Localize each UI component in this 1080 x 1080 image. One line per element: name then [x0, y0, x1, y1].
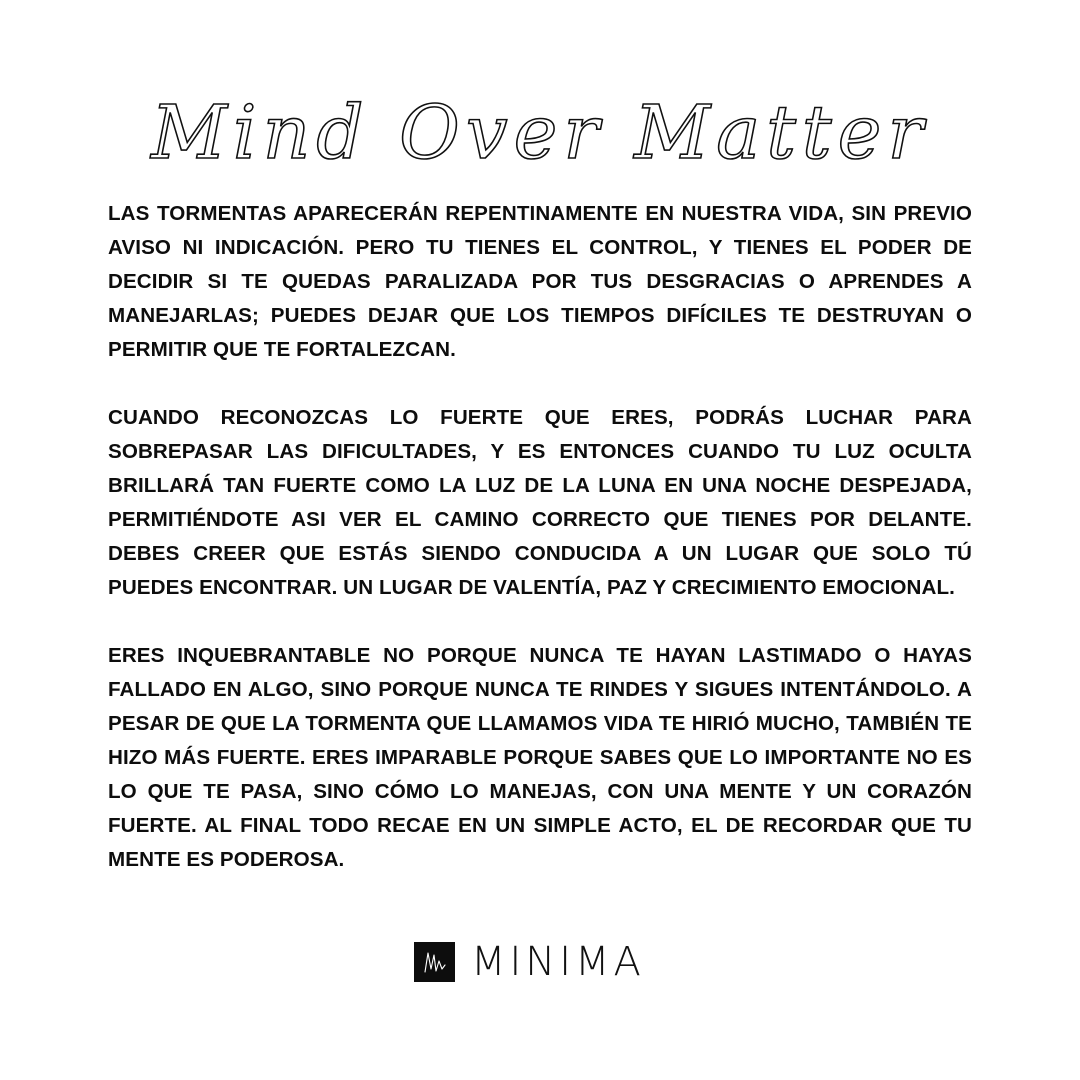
minima-m-logo-icon: [414, 942, 455, 982]
title-text: Mind Over Matter: [151, 90, 929, 176]
script-title: [0, 78, 1080, 188]
paragraph-3: ERES INQUEBRANTABLE NO PORQUE NUNCA TE HAYAN LASTIMADO O HAYAS FALLADO EN ALGO, SINO PORQUE NUNCA TE RINDES Y SIGUES INTENTÁNDOLO. A PESAR DE QUE LA TORMENTA QUE LLAMAMOS VIDA TE HIRIÓ MUCHO, TAMBIÉN TE HIZO MÁS FUERTE. ERES IMPARABLE PORQUE SABES QUE LO IMPORTANTE NO ES LO QUE TE PASA, SINO CÓMO LO MANEJAS, CON UNA MENTE Y UN CORAZÓN FUERTE. AL FINAL TODO RECAE EN UN SIMPLE ACTO, EL DE RECORDAR QUE TU MENTE ES PODEROSA.: [108, 644, 972, 871]
paragraph-2: CUANDO RECONOZCAS LO FUERTE QUE ERES, PODRÁS LUCHAR PARA SOBREPASAR LAS DIFICULTADES, Y ES ENTONCES CUANDO TU LUZ OCULTA BRILLARÁ TAN FUERTE COMO LA LUZ DE LA LUNA EN UNA NOCHE DESPEJADA, PERMITIÉNDOTE ASI VER EL CAMINO CORRECTO QUE TIENES POR DELANTE. DEBES CREER QUE ESTÁS SIENDO CONDUCIDA A UN LUGAR QUE SOLO TÚ PUEDES ENCONTRAR. UN LUGAR DE VALENTÍA, PAZ Y CRECIMIENTO EMOCIONAL.: [108, 406, 972, 599]
brand-name: MINIMA: [471, 939, 645, 985]
body-text: [108, 197, 972, 877]
brand-logo: [414, 939, 645, 985]
script-title-graphic: [130, 78, 950, 188]
paragraph-1: LAS TORMENTAS APARECERÁN REPENTINAMENTE EN NUESTRA VIDA, SIN PREVIO AVISO NI INDICACIÓN. PERO TU TIENES EL CONTROL, Y TIENES EL PODER DE DECIDIR SI TE QUEDAS PARALIZADA POR TUS DESGRACIAS O APRENDES A MANEJARLAS; PUEDES DEJAR QUE LOS TIEMPOS DIFÍCILES TE DESTRUYAN O PERMITIR QUE TE FORTALEZCAN.: [108, 202, 972, 361]
